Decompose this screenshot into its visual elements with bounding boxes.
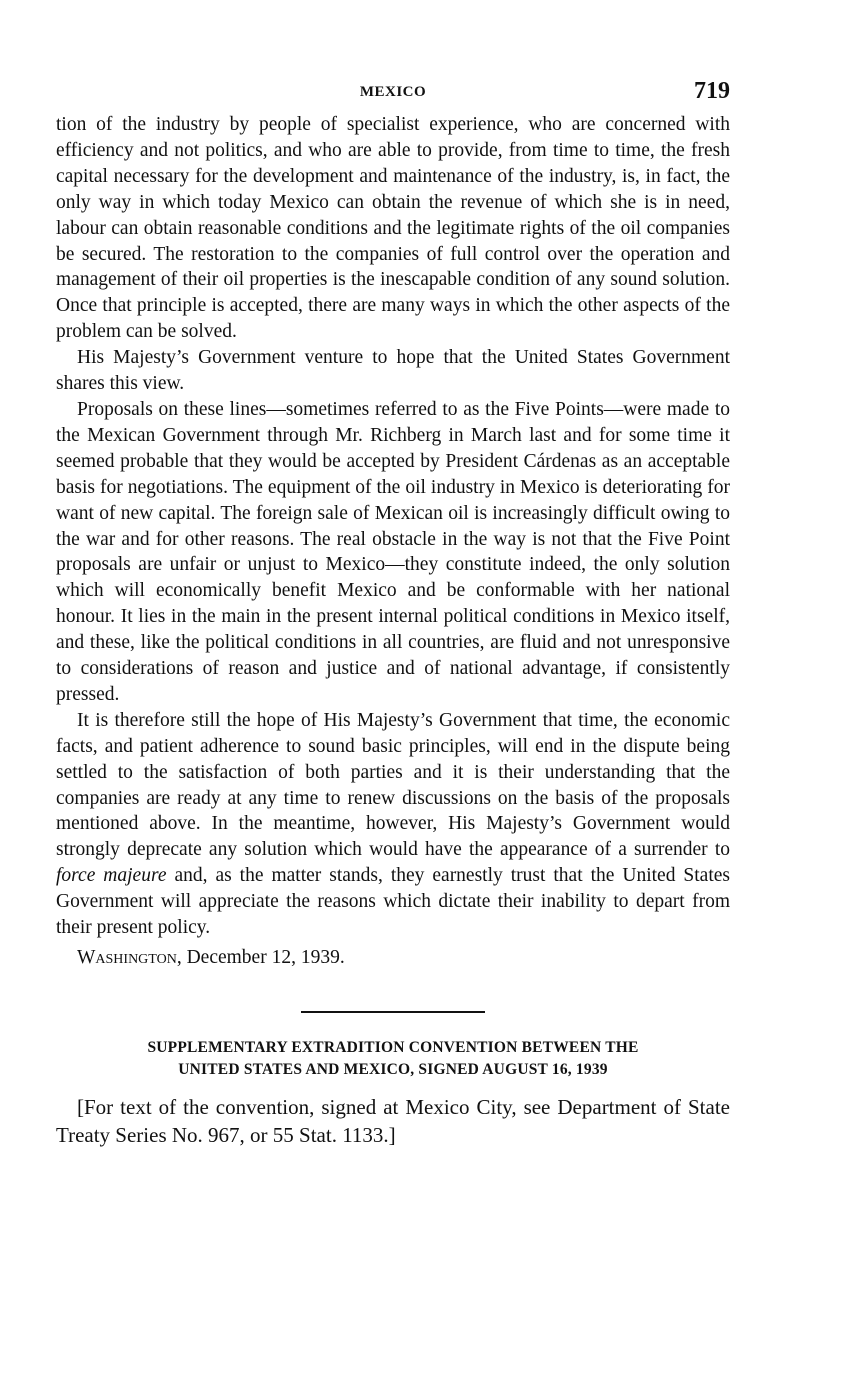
section-heading [56, 1037, 730, 1081]
paragraph-government-view: His Majesty’s Government venture to hope that the United States Government shares this view. [56, 347, 730, 395]
section-heading-line-1: SUPPLEMENTARY EXTRADITION CONVENTION BETWEEN THE [147, 1039, 639, 1056]
paragraph-five-points: Proposals on these lines—sometimes referred to as the Five Points—were made to the Mexican Government through Mr. Richberg in March last and for some time it seemed probable that they would be accepted by President Cárdenas as an acceptable basis for negotiations. The equipment of the oil industry in Mexico is deteriorating for want of new capital. The foreign sale of Mexican oil is increasingly difficult owing to the war and for other reasons. The real obstacle in the way is not that the Five Point proposals are unfair or unjust to Mexico—they constitute indeed, the only solution which will economically benefit Mexico and be conformable with her national honour. It lies in the main in the present internal political conditions in Mexico itself, and these, like the political conditions in all countries, are fluid and not unresponsive to considerations of reason and justice and of national advantage, if consistently pressed. [56, 398, 730, 705]
convention-reference-note: [For text of the convention, signed at Mexico City, see Department of State Treaty Series No. 967, or 55 Stat. 1133.] [56, 1095, 730, 1147]
dateline-place: Washington [77, 947, 177, 968]
body-text [56, 112, 730, 941]
paragraph-hope-text-1: It is therefore still the hope of His Majesty’s Government that time, the economic facts, and patient adherence to sound basic principles, will end in the dispute being settled to the satisfaction of both parties and it is their understanding that the companies are ready at any time to renew discussions on the basis of the proposals mentioned above. In the meantime, however, His Majesty’s Government would strongly deprecate any solution which would have the appearance of a surrender to [56, 709, 730, 861]
running-title: MEXICO [359, 84, 427, 100]
paragraph-hope [56, 708, 730, 941]
paragraph-hope-text-2: and, as the matter stands, they earnestly trust that the United States Government will appreciate the reasons which dictate their inability to depart from their present policy. [56, 865, 730, 939]
dateline-date: , December 12, 1939. [176, 947, 345, 968]
document-page [56, 78, 730, 1149]
section-heading-line-2: UNITED STATES AND MEXICO, SIGNED AUGUST 16, 1939 [178, 1061, 608, 1078]
dateline [56, 945, 730, 971]
page-number: 719 [694, 78, 730, 104]
running-header [56, 78, 730, 112]
section-divider [301, 1011, 485, 1013]
paragraph-continued: tion of the industry by people of specialist experience, who are concerned with efficiency and not politics, and who are able to provide, from time to time, the fresh capital necessary for the development and maintenance of the industry, is, in fact, the only way in which today Mexico can obtain the revenue of which she is in need, labour can obtain reasonable conditions and the legitimate rights of the oil companies be secured. The restoration to the companies of full control over the operation and management of their oil properties is the inescapable condition of any sound solution. Once that principle is accepted, there are many ways in which the other aspects of the problem can be solved. [56, 114, 730, 343]
italic-phrase: force majeure [56, 865, 167, 887]
